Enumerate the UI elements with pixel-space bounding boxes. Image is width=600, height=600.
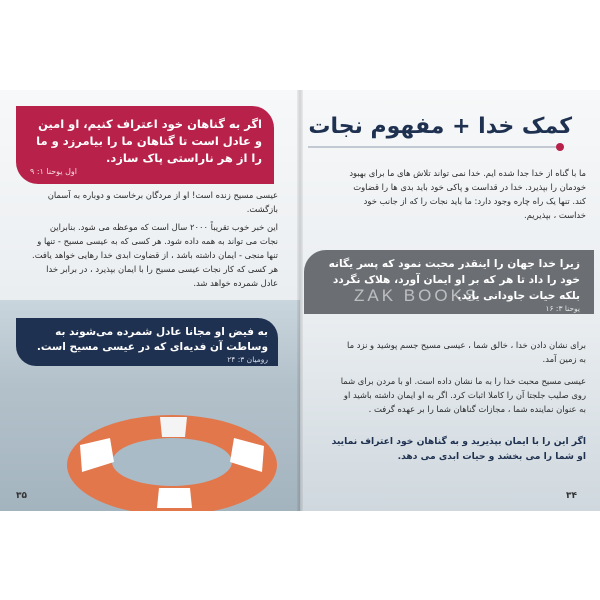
title-dot-icon: [556, 143, 564, 151]
quote-box-navy: [16, 318, 278, 366]
paragraph: این خبر خوب تقریباً ۲۰۰۰ سال است که موعظه می شود. بنابراین نجات می تواند به همه داده شود. هر کسی که به عیسی مسیح - تنها و تنها منجی - ایمان داشته باشد ، از قضاوت ابدی خدا رهایی خواهد یافت. هر کسی که کار نجات عیسی مسیح را با ایمان بپذیرد ، در برابر خدا عادل شمرده خواهد شد.: [32, 222, 278, 288]
booklet-spread: [0, 90, 600, 511]
watermark: ZAK BOOKS: [354, 286, 480, 305]
paragraph: برای نشان دادن خدا ، خالق شما ، عیسی مسیح جسم پوشید و نزد ما به زمین آمد.: [347, 340, 586, 364]
page-title: کمک خدا + مفهوم نجات: [308, 114, 572, 139]
quote-text: به فیض او مجانا عادل شمرده می‌شوند به وساطت آن فدیه‌ای که در عیسی مسیح است.: [36, 326, 268, 353]
right-page: [300, 90, 600, 511]
lifebuoy-icon: [62, 390, 282, 511]
title-underline: [308, 146, 558, 148]
paragraph: عیسی مسیح زنده است! او از مردگان برخاست و دوباره به آسمان بازگشت.: [47, 190, 278, 214]
highlight-paragraph: اگر این را با ایمان بپذیرید و به گناهان خود اعتراف نمایید او شما را می بخشد و حیات ابدی می دهد.: [331, 436, 586, 462]
book-gutter: [297, 90, 303, 511]
paragraph: عیسی مسیح محبت خدا را به ما نشان داده است. او با مردن برای شما روی صلیب جلجتا آن را کاملا اثبات کرد. اگر به او ایمان داشته باشید او به عنوان نماینده شما ، مجازات گناهان شما را بر عهده گرفت .: [340, 376, 586, 414]
quote-box-red: [16, 106, 274, 184]
quote-reference: یوحنا ۳: ۱۶: [545, 304, 580, 313]
page-number: ۳۴: [566, 491, 577, 501]
quote-reference: رومیان ۳: ۲۴: [227, 355, 268, 364]
left-page: [0, 90, 300, 511]
quote-text: اگر به گناهان خود اعتراف کنیم، او امین و عادل است تا گناهان ما را بیامرزد و ما را از هر ناراستی پاک سازد.: [36, 117, 262, 165]
quote-reference: اول یوحنا ۱: ۹: [30, 167, 77, 176]
paragraph: ما با گناه از خدا جدا شده ایم. خدا نمی تواند تلاش های ما برای بهبود خودمان را بپذیرد. خدا در قداست و پاکی خود باید بدی ها را قضاوت کند. تنها یک راه چاره وجود دارد: ما باید نجات را که از جانب خود خداست ، بپذیریم.: [349, 168, 586, 220]
page-number: ۳۵: [16, 491, 27, 501]
quote-text: زیرا خدا جهان را اینقدر محبت نمود که پسر یگانه خود را داد تا هر که بر او ایمان آورد، هلاک نگردد بلکه حیات جاودانی یابد.: [328, 258, 580, 302]
